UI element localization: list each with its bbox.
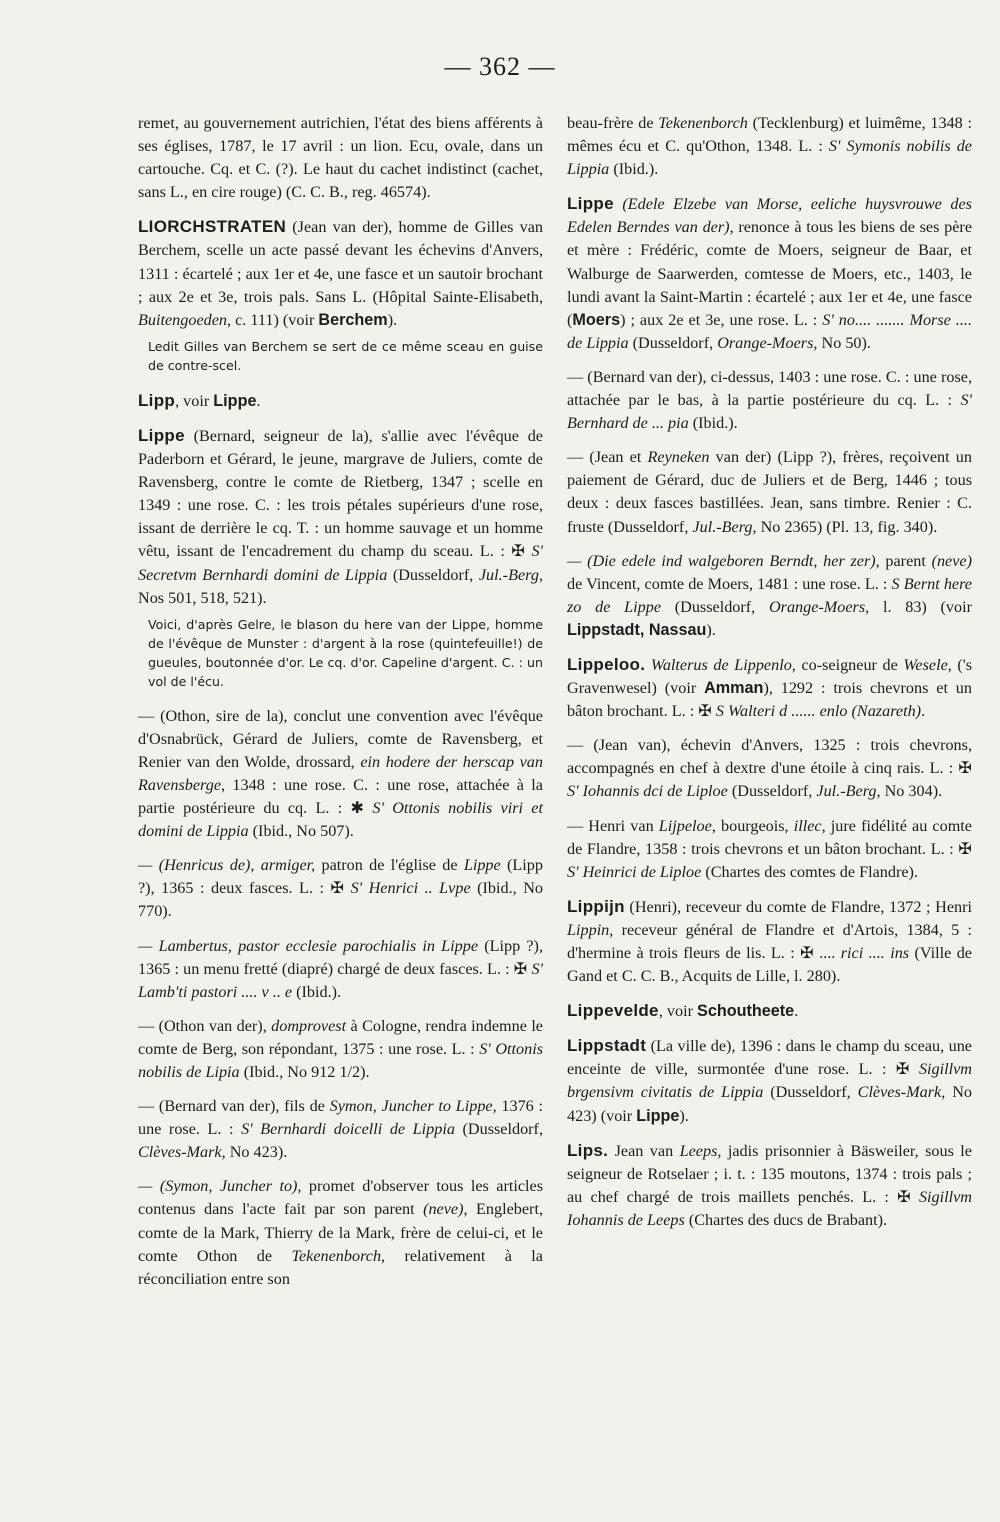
headword: LIORCHSTRATEN [138,217,287,237]
cross-reference: Lippe [213,391,257,410]
entry-lippe-edele: Lippe (Edele Elzebe van Morse, eeliche huysvrouwe des Edelen Berndes van der), renonce à tous les biens de ses père et mère : Frédéric, comte de Moers, seigneur de Baar, et Walburge de Saarwerden, comtesse de Moers, etc., 1403, le lundi avant la Saint-Martin : écartelé ; aux 1er et 4e, une fasce (Moers) ; aux 2e et 3e, une rose. L. : S' no.... ....... Morse .... de Lippia (Dusseldorf, Orange-Moers, No 50). [567,194,973,352]
entry-jean-van: — (Jean van), échevin d'Anvers, 1325 : trois chevrons, accompagnés en chef à dextre d'une étoile à cinq rais. L. : ✠ S' Iohannis dci de Liploe (Dusseldorf, Jul.-Berg, No 304). [567,736,972,801]
entry-bernard-1403: — (Bernard van der), ci-dessus, 1403 : une rose. C. : une rose, attachée par le bas, à la partie postérieure du cq. L. : S' Bernhard de ... pia (Ibid.). [567,367,972,433]
cross-reference: Lippstadt, Nassau [567,620,707,639]
entry-continuation: remet, au gouvernement autrichien, l'état des biens afférents à ses églises, 1787, le 17 avril : un lion. Ecu, ovale, dans un cartouche. Cq. et C. (?). Le haut du cachet indistinct (cachet, sans L., en cire rouge) (C. C. B., reg. 46574). [138,114,543,202]
headword: Lippe [567,194,614,214]
entry-lippeloo: Lippeloo. Walterus de Lippenlo, co-seigneur de Wesele, ('s Gravenwesel) (voir Amman), 1292 : trois chevrons et un bâton brochant. L. : ✠ S Walteri d ...... enlo (Nazareth). [567,654,973,721]
headword: Lippeloo. [567,654,646,674]
entry-lips: Lips. Jean van Leeps, jadis prisonnier à Bäsweiler, sous le seigneur de Rotselaer ; i. t. : 135 moutons, 1374 : trois pals ; au chef chargé de trois maillets penchés. L. : ✠ Sigillvm Iohannis de Leeps (Chartes des ducs de Brabant). [567,1140,972,1229]
headword: Lippevelde [567,1001,659,1021]
entry-lippijn: Lippijn (Henri), receveur du comte de Flandre, 1372 ; Henri Lippin, receveur général de Flandre et d'Artois, 1384, 5 : d'hermine à trois fleurs de lis. L. : ✠ .... rici .... ins (Ville de Gand et C. C. B., Acquits de Lille, l. 280). [567,896,972,986]
right-column [567,112,972,1243]
entry-lipp: Lipp, voir Lippe. [138,390,261,410]
headword: Lipp [138,390,176,410]
entry-lippevelde: Lippevelde, voir Schoutheete. [567,1001,799,1021]
entry-liorchstraten: LIORCHSTRATEN (Jean van der), homme de Gilles van Berchem, scelle un acte passé devant les échevins d'Anvers, 1311 : écartelé ; aux 1er et 4e, une fasce et un sautoir brochant ; aux 2e et 3e, trois pals. Sans L. (Hôpital Sainte-Elisabeth, Buitengoeden, c. 111) (voir Berchem). [138,217,543,329]
entry-bernard-van-der: — (Bernard van der), fils de Symon, Juncher to Lippe, 1376 : une rose. L. : S' Bernhardi doicelli de Lippia (Dusseldorf, Clèves-Mark, No 423). [138,1097,544,1162]
headword: Lippe [138,425,185,445]
entry-symon: — (Symon, Juncher to), promet d'observer tous les articles contenus dans l'acte fait par son parent (neve), Englebert, comte de la Mark, Thierry de la Mark, frère de celui-ci, et le comte Othon de Tekenenborch, relativement à la réconciliation entre son [138,1177,543,1288]
page-number: — 362 — [444,52,556,81]
entry-lambertus: — Lambertus, pastor ecclesie parochialis in Lippe (Lipp ?), 1365 : un menu fretté (diapré) chargé de deux fasces. L. : ✠ S' Lamb'ti pastori .... v .. e (Ibid.). [138,936,543,1001]
cross-reference: Berchem [318,310,388,329]
entry-othon: — (Othon, sire de la), conclut une convention avec l'évêque d'Osnabrück, Gérard de Juliers, comte de Ravensberg, et Renier van den Wolde, drossard, ein hodere der herscap van Ravensberge, 1348 : une rose. C. : une rose, attachée à la partie postérieure du cq. L. : ✱ S' Ottonis nobilis viri et domini de Lippia (Ibid., No 507). [138,706,543,841]
headword: Lippstadt [567,1036,647,1056]
entry-jean-reyneken: — (Jean et Reyneken van der) (Lipp ?), frères, reçoivent un paiement de Gérard, duc de Juliers et de Berg, 1446 ; tous deux : deux fasces bastillées. Jean, sans timbre. Renier : C. fruste (Dusseldorf, Jul.-Berg, No 2365) (Pl. 13, fig. 340). [567,448,972,536]
entry-lippstadt: Lippstadt (La ville de), 1396 : dans le champ du sceau, une enceinte de ville, surmontée d'une rose. L. : ✠ Sigillvm brgensivm civitatis de Lippia (Dusseldorf, Clèves-Mark, No 423) (voir Lippe). [567,1036,972,1125]
entry-henricus: — (Henricus de), armiger, patron de l'église de Lippe (Lipp ?), 1365 : deux fasces. L. : ✠ S' Henrici .. Lvpe (Ibid., No 770). [138,856,543,921]
entry-othon-van-der: — (Othon van der), domprovest à Cologne, rendra indemne le comte de Berg, son répondant, 1375 : une rose. L. : S' Ottonis nobilis de Lipia (Ibid., No 912 1/2). [138,1016,543,1081]
left-column [138,112,543,1302]
headword: Lippijn [567,896,625,916]
note: Voici, d'après Gelre, le blason du here van der Lippe, homme de l'évêque de Munster : d'argent à la rose (quintefeuille!) de gueules, boutonnée d'or. Le cq. d'or. Capeline d'argent. C. : un vol de l'écu. [148,616,543,689]
cross-reference: Schoutheete [697,1002,795,1021]
cross-reference: Lippe [636,1106,680,1125]
entry-continuation: beau-frère de Tekenenborch (Tecklenburg) et luimême, 1348 : mêmes écu et C. qu'Othon, 1348. L. : S' Symonis nobilis de Lippia (Ibid.). [567,114,972,179]
entry-henri-lijpeloe: — Henri van Lijpeloe, bourgeois, illec, jure fidélité au comte de Flandre, 1358 : trois chevrons et un bâton brochant. L. : ✠ S' Heinrici de Liploe (Chartes des comtes de Flandre). [567,816,972,881]
note: Ledit Gilles van Berchem se sert de ce même sceau en guise de contre-scel. [148,338,543,373]
entry-lippe-bernard: Lippe (Bernard, seigneur de la), s'allie avec l'évêque de Paderborn et Gérard, le jeune, margrave de Juliers, comte de Ravensberg, contre le comte de Rietberg, 1347 ; scelle en 1349 : une rose. C. : les trois pétales supérieurs d'une rose, issant de derrière le cq. T. : un homme sauvage et un homme vêtu, issant de l'encadrement du champ du sceau. L. : ✠ S' Secretvm Bernhardi domini de Lippia (Dusseldorf, Jul.-Berg, Nos 501, 518, 521). [138,425,543,607]
cross-reference: Amman [704,679,764,698]
headword: Lips. [567,1140,609,1160]
cross-reference: Moers [572,310,621,329]
entry-berndt: — (Die edele ind walgeboren Berndt, her zer), parent (neve) de Vincent, comte de Moers, 1481 : une rose. L. : S Bernt here zo de Lippe (Dusseldorf, Orange-Moers, l. 83) (voir Lippstadt, Nassau). [567,551,972,639]
